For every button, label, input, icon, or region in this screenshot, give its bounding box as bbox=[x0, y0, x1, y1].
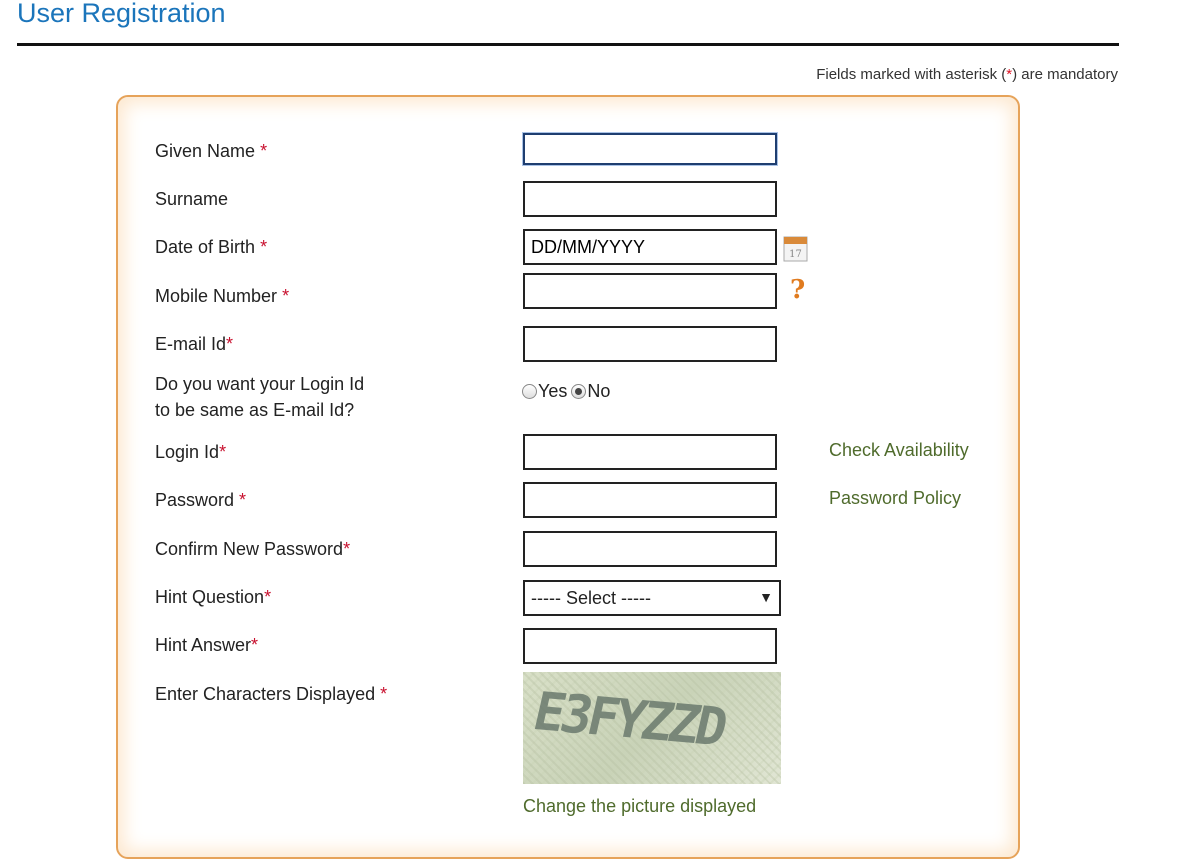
captcha-label: Enter Characters Displayed * bbox=[155, 684, 388, 704]
mobile-input[interactable] bbox=[523, 273, 777, 309]
password-input[interactable] bbox=[523, 482, 777, 518]
hint-answer-label: Hint Answer* bbox=[155, 635, 259, 655]
captcha-image bbox=[523, 672, 781, 784]
email-input[interactable] bbox=[523, 326, 777, 362]
mandatory-note: Fields marked with asterisk (*) are mandatory bbox=[816, 66, 1118, 83]
no-radio-label[interactable]: No bbox=[587, 381, 611, 401]
page-title: User Registration bbox=[17, 0, 226, 28]
email-label: E-mail Id* bbox=[155, 334, 234, 354]
confirm-password-input[interactable] bbox=[523, 531, 777, 567]
surname-label: Surname bbox=[155, 189, 229, 209]
given-name-label: Given Name * bbox=[155, 141, 268, 161]
svg-text:17: 17 bbox=[789, 249, 802, 260]
password-policy-link[interactable]: Password Policy bbox=[829, 488, 962, 508]
dropdown-arrow-icon: ▼ bbox=[759, 589, 773, 605]
check-availability-link[interactable]: Check Availability bbox=[829, 440, 969, 460]
change-captcha-link[interactable]: Change the picture displayed bbox=[523, 796, 757, 816]
hint-question-select[interactable] bbox=[523, 580, 781, 616]
surname-input[interactable] bbox=[523, 181, 777, 217]
calendar-icon[interactable] bbox=[783, 234, 808, 262]
captcha-text: E3FYZZD bbox=[527, 681, 730, 759]
dob-input[interactable] bbox=[523, 229, 777, 265]
no-radio[interactable] bbox=[571, 384, 586, 399]
login-id-label: Login Id* bbox=[155, 442, 227, 462]
same-login-radio-group bbox=[522, 381, 614, 402]
given-name-input[interactable] bbox=[523, 133, 777, 165]
dob-label: Date of Birth * bbox=[155, 237, 268, 257]
same-login-label: Do you want your Login Id to be same as E-mail Id? bbox=[155, 374, 365, 420]
help-icon[interactable]: ? bbox=[790, 275, 806, 305]
login-id-input[interactable] bbox=[523, 434, 777, 470]
yes-radio[interactable] bbox=[522, 384, 537, 399]
hint-question-selected: ----- Select ----- bbox=[531, 587, 651, 608]
password-label: Password * bbox=[155, 490, 247, 510]
hint-answer-input[interactable] bbox=[523, 628, 777, 664]
confirm-password-label: Confirm New Password* bbox=[155, 539, 351, 559]
yes-radio-label[interactable]: Yes bbox=[538, 381, 568, 401]
mobile-label: Mobile Number * bbox=[155, 286, 290, 306]
hint-question-label: Hint Question* bbox=[155, 587, 272, 607]
title-divider bbox=[17, 43, 1119, 46]
